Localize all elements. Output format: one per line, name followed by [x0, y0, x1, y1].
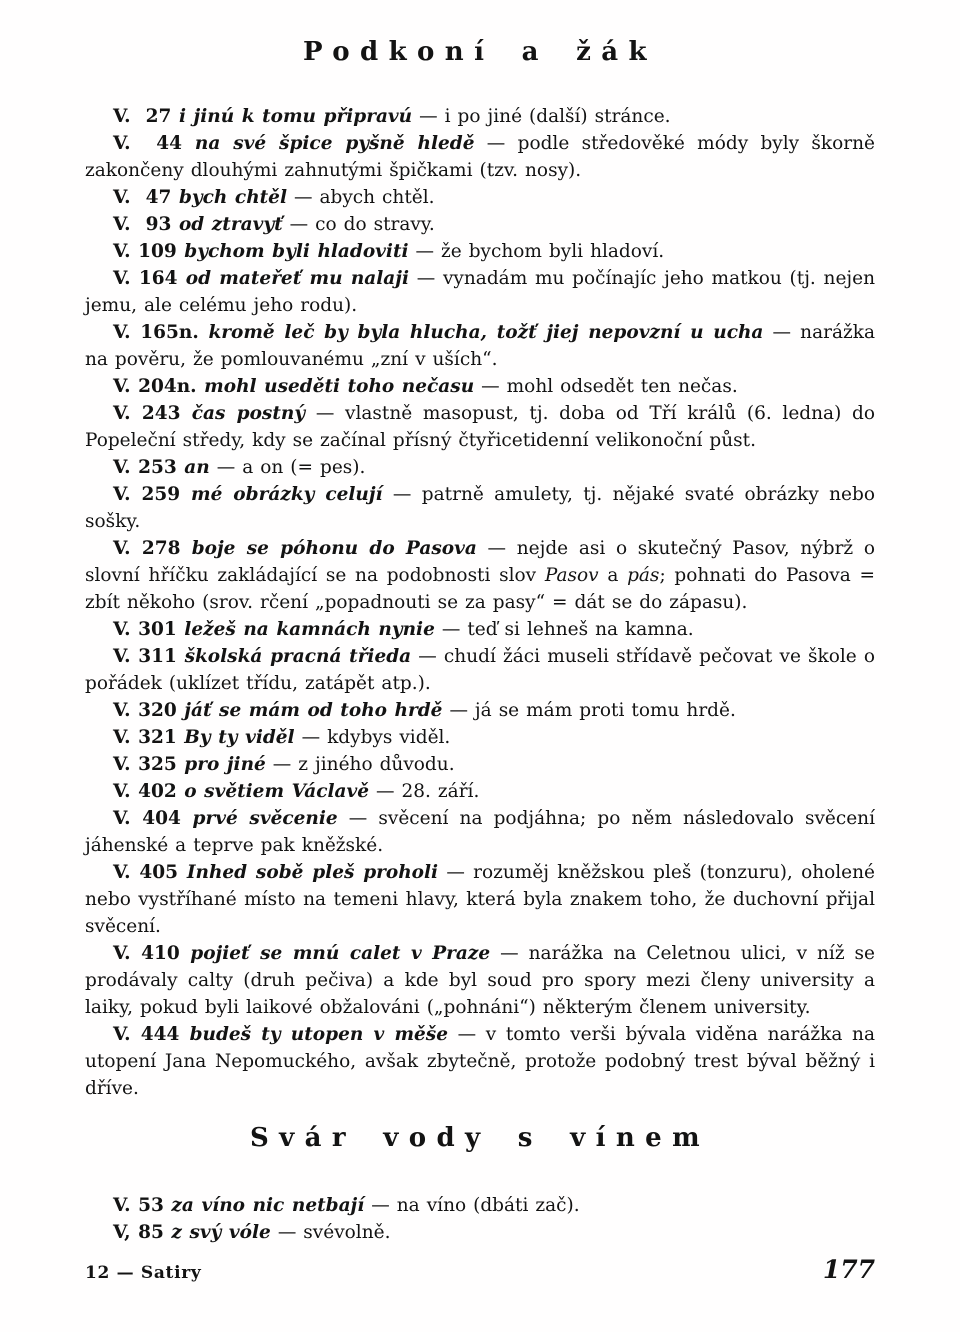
annotation-entry	[85, 778, 875, 805]
annotation-entry	[85, 724, 875, 751]
verse-ref: V. 259	[113, 483, 181, 505]
annotation-entry	[85, 238, 875, 265]
page-number: 177	[822, 1255, 875, 1284]
gloss-text: — 28. září.	[369, 780, 480, 802]
italic-term: Pasov	[544, 564, 599, 586]
verse-ref: V. 301	[113, 618, 177, 640]
verse-ref: V. 311	[113, 645, 177, 667]
section-heading: Svár vody s vínem	[249, 1122, 711, 1153]
verse-ref: V. 402	[113, 780, 177, 802]
gloss-text: — na víno (dbáti zač).	[364, 1195, 580, 1217]
gloss-text: — nejde asi o skutečný Pasov, nýbrž o slovní hříčku zakládající se na podobnosti slov	[85, 537, 875, 586]
gloss-text: a	[598, 564, 628, 586]
annotation-entry	[85, 265, 875, 319]
gloss-text: — vynadám mu počínajíc jeho matkou (tj. nejen jemu, ale celému jeho rodu).	[85, 267, 875, 316]
gloss-text: — teď si lehneš na kamna.	[434, 618, 694, 640]
annotations-root	[85, 38, 875, 1246]
annotation-entry	[85, 1192, 875, 1219]
annotation-entry	[85, 184, 875, 211]
verse-ref: V. 405	[113, 861, 179, 883]
lemma-text: bychom byli hladoviti	[176, 240, 409, 262]
lemma-text: z svý vóle	[163, 1222, 271, 1244]
gloss-text: — v tomto verši bývala viděna narážka na utopení Jana Nepomuckého, avšak zbytečně, protože podobný trest býval běžný i dříve.	[85, 1023, 875, 1099]
lemma-text: pojieť se mnú calet v Praze	[179, 942, 491, 964]
lemma-text: mé obrázky celují	[180, 483, 383, 505]
verse-ref: V. 27	[113, 105, 172, 127]
annotation-entry	[85, 103, 875, 130]
lemma-text: bych chtěl	[171, 186, 287, 208]
gloss-text: — vlastně masopust, tj. doba od Tří králů (6. ledna) do Popeleční středy, kdy se začínal přísný čtyřicetidenní velikonoční půst.	[85, 402, 875, 451]
lemma-text: By ty viděl	[176, 726, 295, 748]
verse-ref: V. 321	[113, 726, 177, 748]
gloss-text: — podle středověké módy byly škorně zakončeny dlouhými zahnutými špičkami (tzv. nosy).	[85, 132, 875, 181]
lemma-text: an	[176, 456, 210, 478]
verse-ref: V. 47	[113, 186, 172, 208]
lemma-text: mohl useděti toho nečasu	[196, 375, 475, 397]
annotation-entry	[85, 1219, 875, 1246]
verse-ref: V. 243	[113, 402, 181, 424]
gloss-text: — patrně amulety, tj. nějaké svaté obrázky nebo sošky.	[85, 483, 875, 532]
lemma-text: i jinú k tomu připravú	[171, 105, 413, 127]
annotation-entry	[85, 859, 875, 940]
gloss-text: — co do stravy.	[282, 213, 435, 235]
verse-ref: V. 109	[113, 240, 177, 262]
verse-ref: V. 410	[113, 942, 180, 964]
lemma-text: jáť se mám od toho hrdě	[176, 699, 443, 721]
lemma-text: školská pracná třieda	[176, 645, 412, 667]
verse-ref: V. 404	[113, 807, 181, 829]
lemma-text: o světiem Václavě	[176, 780, 370, 802]
annotation-entry	[85, 481, 875, 535]
verse-ref: V. 204n.	[113, 375, 197, 397]
annotation-entry	[85, 211, 875, 238]
gloss-text: — abych chtěl.	[286, 186, 435, 208]
verse-ref: V. 320	[113, 699, 177, 721]
gloss-text: — i po jiné (další) stránce.	[412, 105, 671, 127]
lemma-text: na své špice pyšně hledě	[182, 132, 475, 154]
annotation-entry	[85, 130, 875, 184]
annotation-entry	[85, 697, 875, 724]
annotation-entry	[85, 373, 875, 400]
lemma-text: za víno nic netbají	[163, 1195, 365, 1217]
gloss-text: — já se mám proti tomu hrdě.	[442, 699, 736, 721]
gloss-text: — svévolně.	[270, 1222, 391, 1244]
gloss-text: — mohl odsedět ten nečas.	[474, 375, 738, 397]
annotation-list	[85, 103, 875, 1102]
annotation-entry	[85, 940, 875, 1021]
annotation-entry	[85, 319, 875, 373]
annotation-entry	[85, 454, 875, 481]
page-footer	[85, 1255, 875, 1284]
annotation-entry	[85, 751, 875, 778]
verse-ref: V. 253	[113, 456, 177, 478]
gloss-text: — chudí žáci museli střídavě pečovat ve škole o pořádek (uklízet třídu, zatápět atp.).	[85, 645, 876, 694]
lemma-text: budeš ty utopen v měše	[179, 1023, 448, 1045]
lemma-text: boje se póhonu do Pasova	[180, 537, 477, 559]
verse-ref: V. 44	[113, 132, 183, 154]
verse-ref: V. 93	[113, 213, 172, 235]
signature-mark: 12 — Satiry	[85, 1263, 202, 1283]
annotation-entry	[85, 400, 875, 454]
annotation-entry	[85, 616, 875, 643]
lemma-text: prvé svěcenie	[180, 807, 338, 829]
verse-ref: V, 85	[113, 1222, 164, 1244]
gloss-text: ; pohnati do Pasova = zbít někoho (srov. rčení „popadnouti se za pasy“ = dát se do zápasu).	[85, 564, 875, 613]
lemma-text: pro jiné	[176, 753, 266, 775]
gloss-text: — kdybys viděl.	[294, 726, 451, 748]
gloss-text: — narážka na Celetnou ulici, v níž se prodávaly calty (druh pečiva) a kde byl soud pro spory mezi členy university a laiky, pokud byli laikové obžalováni („pohnáni“) některým členem university.	[85, 942, 876, 1018]
annotation-entry	[85, 1021, 875, 1102]
gloss-text: — rozuměj kněžskou pleš (tonzuru), oholené nebo vystříhané místo na temeni hlavy, která byla znakem toho, že duchovní přijal svěcení.	[85, 861, 875, 937]
annotation-list	[85, 1192, 875, 1246]
lemma-text: čas postný	[180, 402, 306, 424]
gloss-text: — narážka na pověru, že pomlouvanému „zní v uších“.	[85, 321, 875, 370]
lemma-text: ležeš na kamnách nynie	[176, 618, 435, 640]
verse-ref: V. 444	[113, 1023, 180, 1045]
annotation-entry	[85, 643, 875, 697]
annotation-entry	[85, 805, 875, 859]
annotation-entry	[85, 535, 875, 616]
italic-term: pás	[627, 564, 660, 586]
lemma-text: od mateřeť mu nalaji	[177, 267, 410, 289]
page-title: Podkoní a žák	[303, 37, 657, 67]
gloss-text: — a on (= pes).	[209, 456, 366, 478]
verse-ref: V. 164	[113, 267, 178, 289]
gloss-text: — z jiného důvodu.	[265, 753, 455, 775]
lemma-text: kromě leč by byla hlucha, tožť jiej nepovzní u ucha	[198, 321, 764, 343]
gloss-text: — svěcení na podjáhna; po něm následovalo svěcení jáhenské a teprve pak kněžské.	[85, 807, 875, 856]
verse-ref: V. 53	[113, 1195, 164, 1217]
lemma-text: od ztravyť	[171, 213, 283, 235]
gloss-text: — že bychom byli hladoví.	[408, 240, 665, 262]
verse-ref: V. 165n.	[113, 321, 199, 343]
verse-ref: V. 278	[113, 537, 181, 559]
verse-ref: V. 325	[113, 753, 177, 775]
lemma-text: Inhed sobě pleš proholi	[178, 861, 439, 883]
